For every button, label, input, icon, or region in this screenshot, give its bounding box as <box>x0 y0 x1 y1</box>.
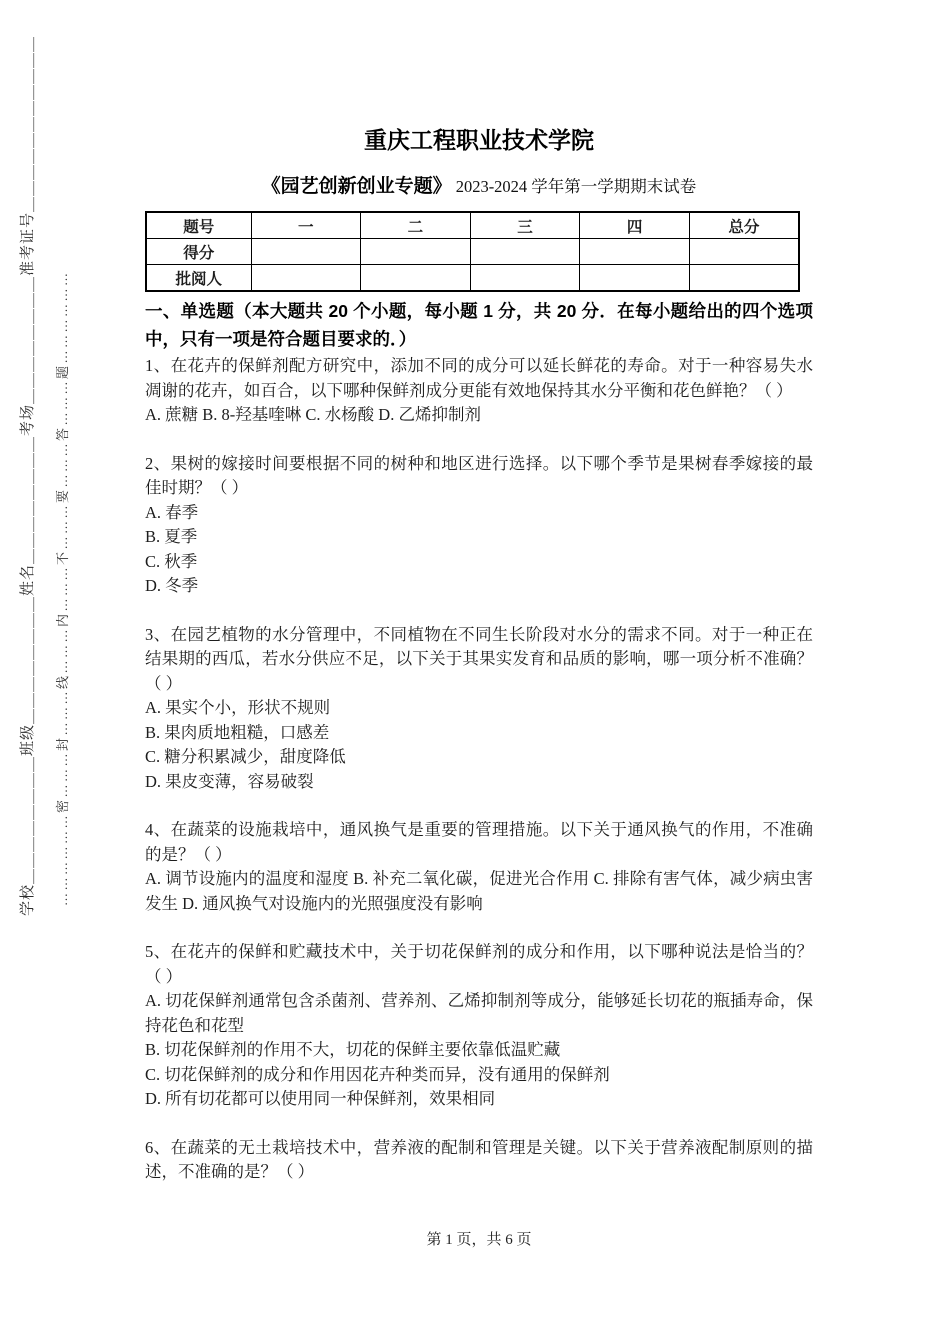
score-row-label: 得分 <box>146 239 251 265</box>
score-cell <box>361 239 471 265</box>
question-option: D. 果皮变薄，容易破裂 <box>145 771 314 791</box>
score-table-header-row <box>146 212 799 239</box>
question-option: C. 切花保鲜剂的成分和作用因花卉种类而异，没有通用的保鲜剂 <box>145 1064 610 1084</box>
question-4 <box>145 818 813 916</box>
question-stem: 6、在蔬菜的无土栽培技术中，营养液的配制和管理是关键。以下关于营养液配制原则的描述，不准确的是？（ ） <box>145 1137 813 1181</box>
question-5 <box>145 940 813 1112</box>
seal-line-text: ………………密………封………线………内………不………要………答………题……………… <box>55 270 70 906</box>
question-option: A. 果实个小，形状不规则 <box>145 698 331 717</box>
score-table-header-cell: 四 <box>580 212 690 239</box>
question-option: C. 秋季 <box>145 551 198 571</box>
reviewer-row <box>146 265 799 292</box>
question-stem: 1、在花卉的保鲜剂配方研究中，添加不同的成分可以延长鲜花的寿命。对于一种容易失水凋谢的花卉，如百合，以下哪种保鲜剂成分更能有效地保持其水分平衡和花色鲜艳？（ ） <box>145 356 813 400</box>
question-option: A. 春季 <box>145 502 199 522</box>
reviewer-row-label: 批阅人 <box>146 265 251 292</box>
question-options: A. 蔗糖 B. 8-羟基喹啉 C. 水杨酸 D. 乙烯抑制剂 <box>145 405 481 424</box>
question-option: A. 切花保鲜剂通常包含杀菌剂、营养剂、乙烯抑制剂等成分，能够延长切花的瓶插寿命，保持花色和花型 <box>145 991 813 1035</box>
exam-subtitle <box>145 171 813 198</box>
score-cell <box>580 239 690 265</box>
page-footer: 第 1 页，共 6 页 <box>426 1232 532 1248</box>
question-option: B. 果肉质地粗糙，口感差 <box>145 722 330 742</box>
score-cell <box>251 239 361 265</box>
question-option: D. 冬季 <box>145 576 199 595</box>
score-cell <box>361 265 471 292</box>
score-table-header-cell: 三 <box>470 212 580 239</box>
question-option: C. 糖分积累减少，甜度降低 <box>145 747 346 766</box>
score-table-header-cell: 总分 <box>689 212 799 239</box>
score-cell <box>689 239 799 265</box>
score-table <box>145 211 800 292</box>
score-cell <box>470 265 580 292</box>
question-3 <box>145 623 813 795</box>
exam-session: 2023-2024 学年第一学期期末试卷 <box>455 177 697 196</box>
question-stem: 5、在花卉的保鲜和贮藏技术中，关于切花保鲜剂的成分和作用，以下哪种说法是恰当的？（ ） <box>145 942 813 986</box>
question-1 <box>145 354 813 428</box>
question-options: A. 调节设施内的温度和湿度 B. 补充二氧化碳，促进光合作用 C. 排除有害气体，减少病虫害发生 D. 通风换气对设施内的光照强度没有影响 <box>145 869 813 913</box>
question-option: B. 夏季 <box>145 527 198 546</box>
student-info-fields: 学校＿＿＿＿＿＿＿＿班级＿＿＿＿＿＿＿＿姓名＿＿＿＿＿＿＿＿考场＿＿＿＿＿＿＿＿准考证号＿＿＿＿＿＿＿＿＿＿＿ <box>20 35 36 916</box>
course-title: 《园艺创新创业专题》 <box>261 176 452 197</box>
question-stem: 2、果树的嫁接时间要根据不同的树种和地区进行选择。以下哪个季节是果树春季嫁接的最佳时期？（ ） <box>145 453 813 497</box>
score-row <box>146 239 799 265</box>
section-heading: 一、单选题（本大题共 20 个小题，每小题 1 分，共 20 分．在每小题给出的四个选项中，只有一项是符合题目要求的．） <box>145 301 813 349</box>
score-cell <box>251 265 361 292</box>
question-option: B. 切花保鲜剂的作用不大，切花的保鲜主要依靠低温贮藏 <box>145 1040 561 1059</box>
score-cell <box>580 265 690 292</box>
exam-content <box>145 0 813 1209</box>
question-6 <box>145 1136 813 1185</box>
score-table-header-cell: 题号 <box>146 212 251 239</box>
score-cell <box>470 239 580 265</box>
score-table-header-cell: 一 <box>251 212 361 239</box>
question-option: D. 所有切花都可以使用同一种保鲜剂，效果相同 <box>145 1089 496 1108</box>
score-cell <box>689 265 799 292</box>
question-stem: 4、在蔬菜的设施栽培中，通风换气是重要的管理措施。以下关于通风换气的作用，不准确的是？（ ） <box>145 820 813 864</box>
question-stem: 3、在园艺植物的水分管理中，不同植物在不同生长阶段对水分的需求不同。对于一种正在结果期的西瓜，若水分供应不足，以下关于其果实发育和品质的影响，哪一项分析不准确？（ ） <box>145 624 813 693</box>
question-2 <box>145 452 813 599</box>
score-table-header-cell: 二 <box>361 212 471 239</box>
school-name: 重庆工程职业技术学院 <box>364 127 594 153</box>
